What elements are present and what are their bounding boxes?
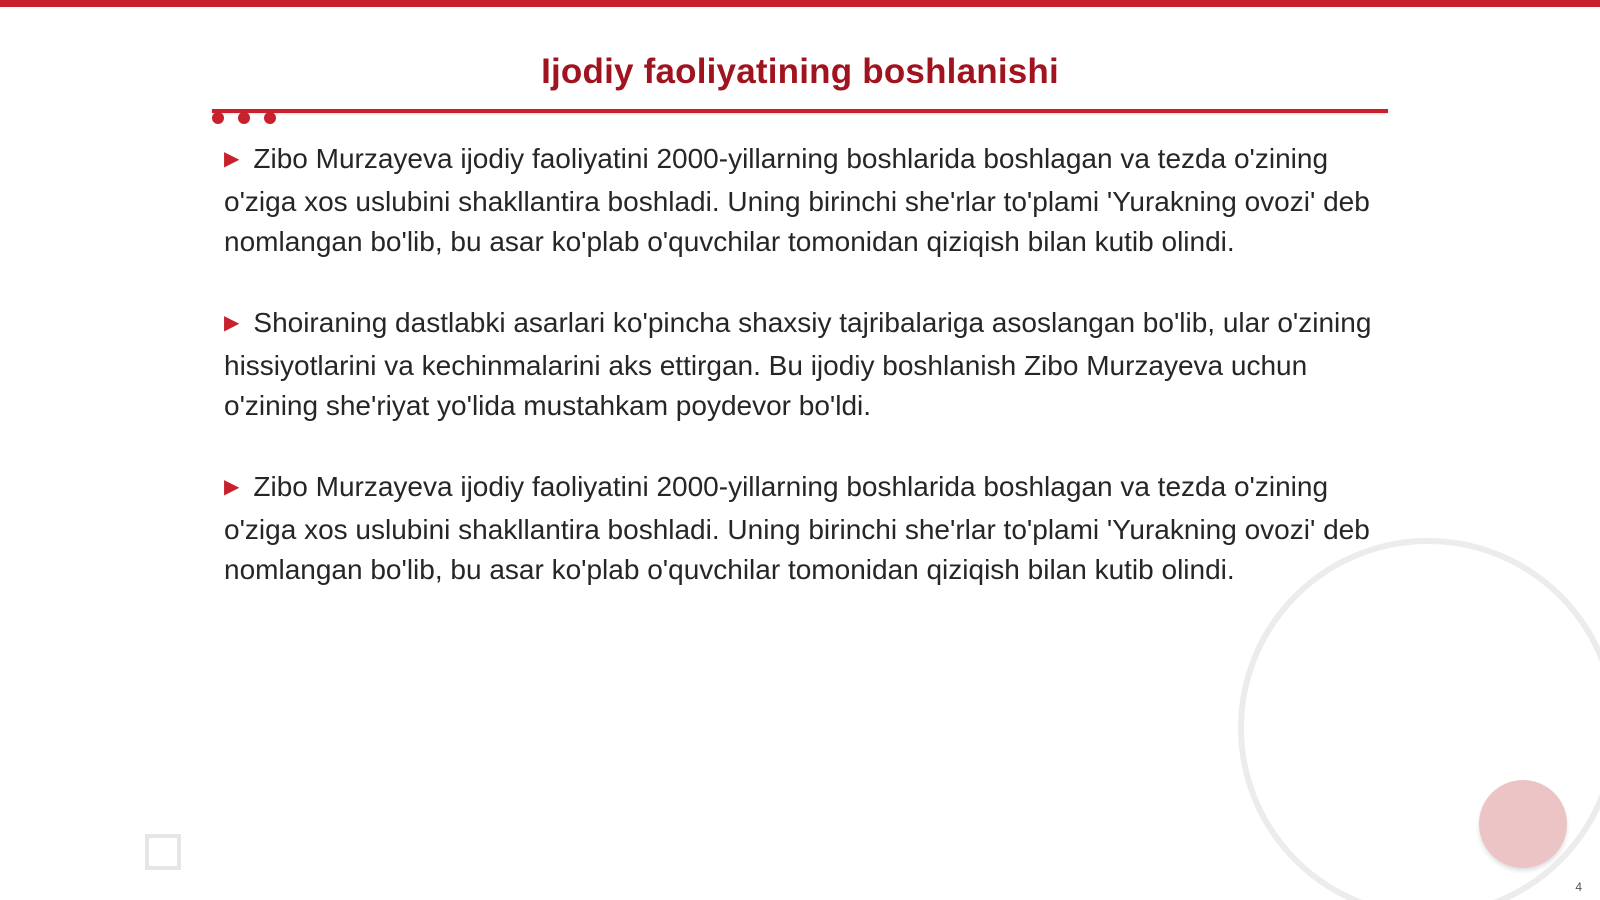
bullet-item — [224, 139, 1374, 262]
bullet-text: Zibo Murzayeva ijodiy faoliyatini 2000-yillarning boshlarida boshlagan va tezda o'zining o'ziga xos uslubini shakllantira boshladi. Uning birinchi she'rlar to'plami 'Yurakning ovozi' deb nomlangan bo'lib, bu asar ko'plab o'quvchilar tomonidan qiziqish bilan kutib olindi. — [224, 471, 1370, 585]
bullet-item — [224, 303, 1374, 426]
bullet-arrow-icon: ▶ — [224, 476, 240, 498]
top-accent-bar — [0, 0, 1600, 7]
bullet-arrow-icon: ▶ — [224, 148, 240, 170]
decor-dot — [264, 112, 276, 124]
decor-dot — [212, 112, 224, 124]
bullet-arrow-icon: ▶ — [224, 312, 240, 334]
page-number: 4 — [1575, 880, 1582, 894]
bullet-text: Zibo Murzayeva ijodiy faoliyatini 2000-yillarning boshlarida boshlagan va tezda o'zining o'ziga xos uslubini shakllantira boshladi. Uning birinchi she'rlar to'plami 'Yurakning ovozi' deb nomlangan bo'lib, bu asar ko'plab o'quvchilar tomonidan qiziqish bilan kutib olindi. — [224, 143, 1370, 257]
decor-dot — [238, 112, 250, 124]
bullet-item — [224, 467, 1374, 590]
bullet-list — [224, 139, 1374, 631]
title-underline — [212, 109, 1388, 113]
bullet-text: Shoiraning dastlabki asarlari ko'pincha shaxsiy tajribalariga asoslangan bo'lib, ular o'zining hissiyotlarini va kechinmalarini aks ettirgan. Bu ijodiy boshlanish Zibo Murzayeva uchun o'zining she'riyat yo'lida mustahkam poydevor bo'ldi. — [224, 307, 1372, 421]
decor-circle — [1479, 780, 1567, 868]
slide-title: Ijodiy faoliyatining boshlanishi — [541, 52, 1059, 91]
decor-square — [145, 834, 181, 870]
